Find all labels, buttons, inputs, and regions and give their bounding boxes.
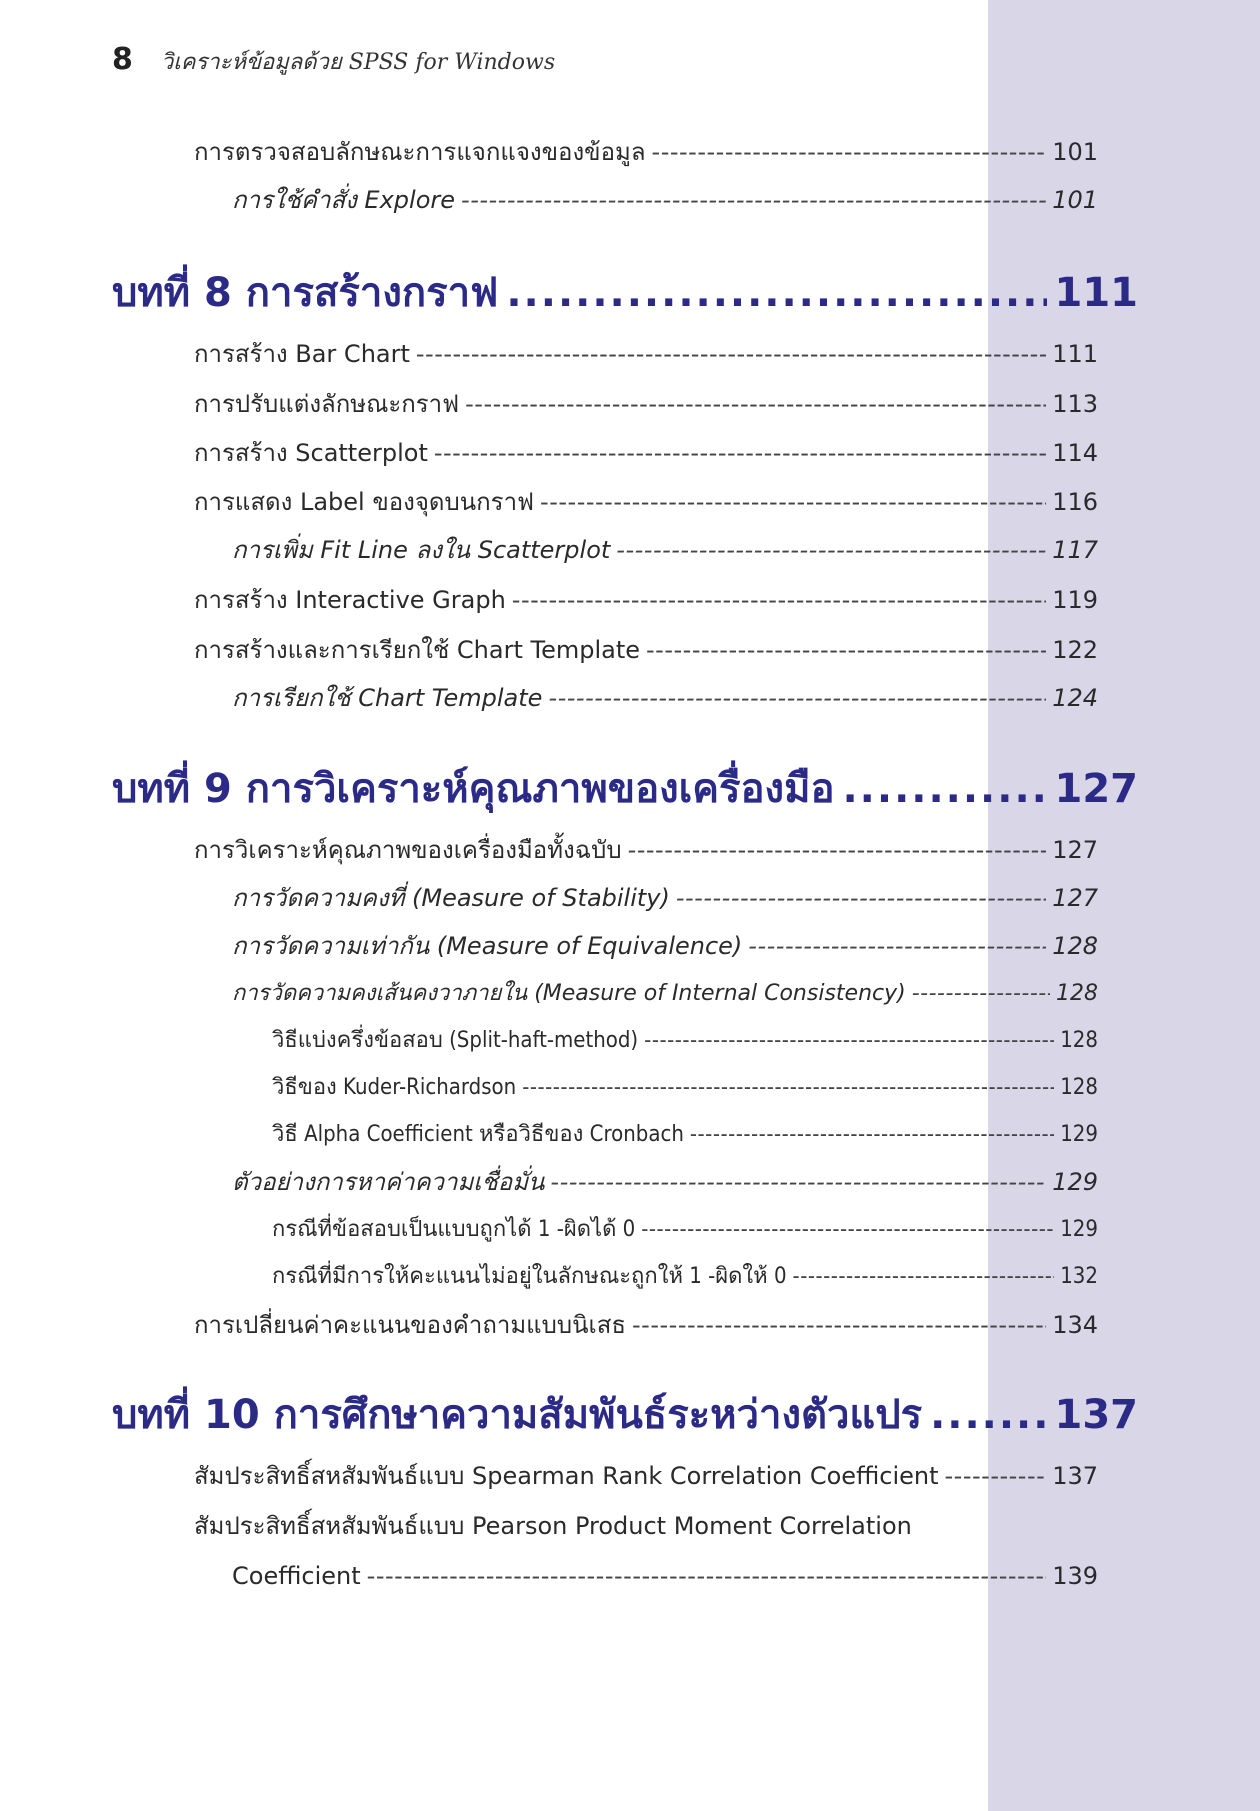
leader-dashes: [416, 338, 1046, 370]
leader-dashes: [793, 1261, 1055, 1293]
toc-entry-page: 128: [1060, 1075, 1098, 1100]
toc-entry-label: การวัดความคงเส้นคงวาภายใน (Measure of Internal Consistency): [232, 981, 906, 1006]
toc-entry-page: 116: [1052, 488, 1098, 516]
toc-entry-label: วิธี Alpha Coefficient หรือวิธีของ Cronbach: [272, 1122, 684, 1147]
toc-entry: [232, 882, 1098, 914]
toc-entry-label: การปรับแต่งลักษณะกราฟ: [194, 390, 460, 418]
chapter-title: บทที่ 9 การวิเคราะห์คุณภาพของเครื่องมือ: [112, 766, 835, 812]
toc-entry: [194, 486, 1098, 518]
toc-entry: [232, 682, 1098, 714]
toc-entry-page: 111: [1052, 340, 1098, 368]
leader-dashes: [548, 682, 1046, 714]
toc-entry-page: 137: [1052, 1462, 1098, 1490]
leader-dashes: [550, 1166, 1046, 1198]
toc-entry: [232, 978, 1098, 1010]
chapter-page: 137: [1054, 1392, 1138, 1438]
chapter-heading: [112, 762, 1138, 816]
toc-entry-label: การสร้าง Bar Chart: [194, 340, 410, 368]
toc-entry: [232, 1166, 1098, 1198]
leader-dashes: [632, 1309, 1046, 1341]
toc-entry-page: 124: [1052, 684, 1098, 712]
leader-dashes: [434, 437, 1046, 469]
toc-entry-label: การแสดง Label ของจุดบนกราฟ: [194, 488, 535, 516]
toc-entry: [232, 930, 1098, 962]
toc-entry: [194, 388, 1098, 420]
leader-dashes: [628, 834, 1047, 866]
toc-entry-label: การเปลี่ยนค่าคะแนนของคำถามแบบนิเสธ: [194, 1311, 627, 1339]
leader-dashes: [461, 184, 1046, 216]
chapter-heading: [112, 1388, 1138, 1442]
leader-dashes: [522, 1072, 1054, 1104]
book-title: วิเคราะห์ข้อมูลด้วย SPSS for Windows: [160, 50, 556, 75]
toc-entry-label: การวัดความคงที่ (Measure of Stability): [232, 884, 670, 912]
toc-entry: [194, 1309, 1098, 1341]
toc-entry-page: 117: [1052, 536, 1098, 564]
chapter-page: 127: [1054, 766, 1138, 812]
leader-dashes: [465, 388, 1046, 420]
toc-entry-page: 129: [1060, 1217, 1098, 1242]
toc-entry: [232, 184, 1098, 216]
toc-entry: [272, 1025, 1098, 1057]
toc-entry-label: Coefficient: [232, 1562, 361, 1590]
toc-entry: [194, 1460, 1098, 1492]
leader-dashes: [676, 882, 1046, 914]
toc-entry-label: การเรียกใช้ Chart Template: [232, 684, 543, 712]
toc-entry-page: 114: [1052, 439, 1098, 467]
leader-dashes: [512, 584, 1046, 616]
toc-entry-page: 127: [1052, 836, 1098, 864]
toc-entry-label: การตรวจสอบลักษณะการแจกแจงของข้อมูล: [194, 138, 646, 166]
toc-entry-label: ตัวอย่างการหาค่าความเชื่อมั่น: [232, 1168, 545, 1196]
leader-dashes: [652, 136, 1047, 168]
toc-entry-page: 128: [1056, 981, 1098, 1006]
toc-entry: [272, 1261, 1098, 1293]
leader-dashes: [644, 1025, 1054, 1057]
toc-entry-label: การวัดความเท่ากัน (Measure of Equivalence): [232, 932, 743, 960]
chapter-title: บทที่ 10 การศึกษาความสัมพันธ์ระหว่างตัวแปร: [112, 1392, 923, 1438]
chapter-heading: [112, 266, 1138, 320]
leader-dashes: [912, 978, 1050, 1010]
leader-dots: [842, 762, 1046, 816]
toc-entry-label: การวิเคราะห์คุณภาพของเครื่องมือทั้งฉบับ: [194, 836, 622, 864]
toc-entry-page: 132: [1060, 1264, 1098, 1289]
toc-entry-page: 139: [1052, 1562, 1098, 1590]
toc-entry-page: 127: [1052, 884, 1098, 912]
toc-entry-page: 101: [1052, 186, 1098, 214]
leader-dashes: [641, 1214, 1054, 1246]
toc-entry: [194, 136, 1098, 168]
toc-entry-page: 134: [1052, 1311, 1098, 1339]
toc-entry: [232, 1560, 1098, 1592]
chapter-title: บทที่ 8 การสร้างกราฟ: [112, 270, 499, 316]
chapter-page: 111: [1054, 270, 1138, 316]
toc-entry: [272, 1072, 1098, 1104]
leader-dashes: [690, 1119, 1054, 1151]
leader-dashes: [646, 634, 1046, 666]
toc-entry-label: กรณีที่ข้อสอบเป็นแบบถูกได้ 1 -ผิดได้ 0: [272, 1217, 636, 1242]
toc-entry-label: การสร้าง Scatterplot: [194, 439, 428, 467]
toc-entry-label: วิธีของ Kuder-Richardson: [272, 1075, 517, 1100]
leader-dots: [506, 266, 1046, 320]
leader-dots: [930, 1388, 1046, 1442]
toc-entry-page: 101: [1052, 138, 1098, 166]
page-number: 8: [112, 42, 133, 77]
toc-entry: [272, 1119, 1098, 1151]
toc-entry-page: 119: [1052, 586, 1098, 614]
toc-entry: [194, 437, 1098, 469]
toc-entry-page: 129: [1052, 1168, 1098, 1196]
toc-entry-label: สัมประสิทธิ์สหสัมพันธ์แบบ Pearson Product Moment Correlation: [194, 1512, 912, 1540]
toc-entry-page: 122: [1052, 636, 1098, 664]
leader-dashes: [616, 534, 1046, 566]
toc-entry-page: 128: [1060, 1028, 1098, 1053]
toc-entry-label: วิธีแบ่งครึ่งข้อสอบ (Split-haft-method): [272, 1028, 639, 1053]
toc-entry-page: 113: [1052, 390, 1098, 418]
toc-entry: [194, 834, 1098, 866]
toc-entry-label: การใช้คำสั่ง Explore: [232, 186, 456, 214]
toc-entry: [194, 634, 1098, 666]
toc-entry: [194, 584, 1098, 616]
toc-entry-label: การเพิ่ม Fit Line ลงใน Scatterplot: [232, 536, 611, 564]
leader-dashes: [540, 486, 1046, 518]
toc-entry-page: 128: [1052, 932, 1098, 960]
toc-entry: [272, 1214, 1098, 1246]
toc-entry-label: การสร้าง Interactive Graph: [194, 586, 506, 614]
toc-entry-page: 129: [1060, 1122, 1098, 1147]
toc-entry: [194, 338, 1098, 370]
toc-entry-label: การสร้างและการเรียกใช้ Chart Template: [194, 636, 641, 664]
toc-entry: [232, 534, 1098, 566]
leader-dashes: [945, 1460, 1047, 1492]
toc-entry-label: กรณีที่มีการให้คะแนนไม่อยู่ในลักษณะถูกให้ 1 -ผิดให้ 0: [272, 1264, 787, 1289]
toc-entry-label: สัมประสิทธิ์สหสัมพันธ์แบบ Spearman Rank Correlation Coefficient: [194, 1462, 939, 1490]
leader-dashes: [748, 930, 1046, 962]
leader-dashes: [367, 1560, 1047, 1592]
